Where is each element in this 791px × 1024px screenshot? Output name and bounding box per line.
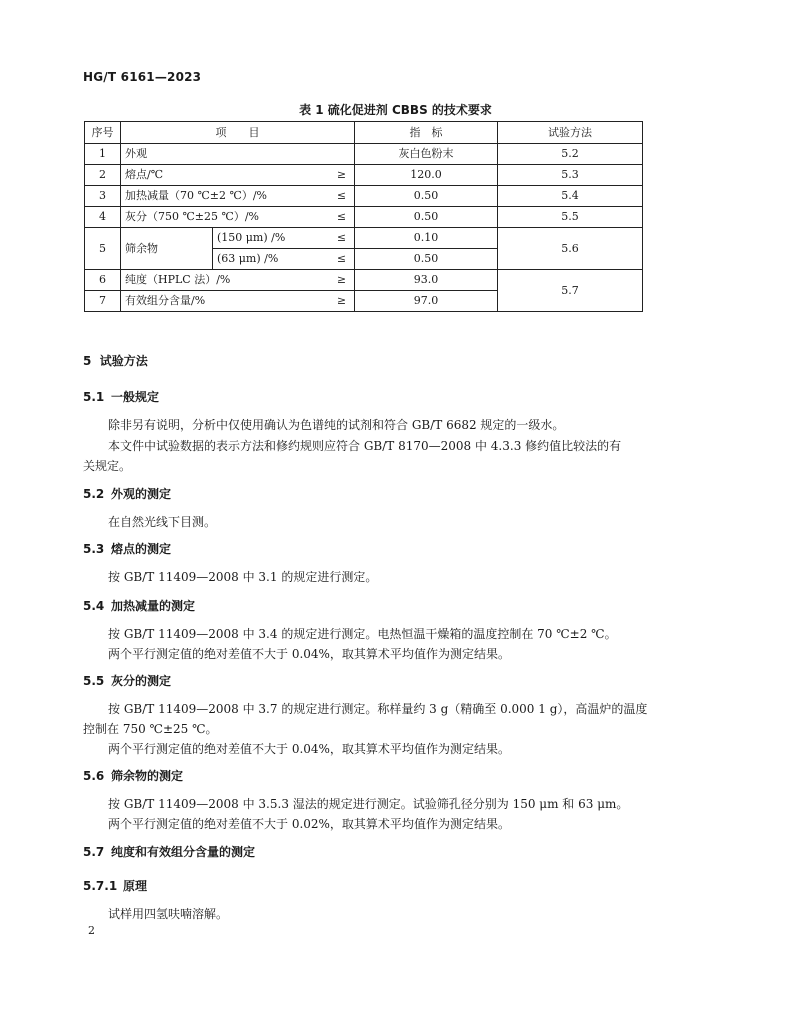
paragraph: 两个平行测定值的绝对差值不大于 0.04%，取其算术平均值作为测定结果。 (108, 742, 510, 756)
section-heading-5-3: 5.3 熔点的测定 (83, 542, 172, 556)
col-header-method: 试验方法 (498, 122, 643, 144)
table-row: 3 加热减量（70 ℃±2 ℃）/% ≤ 0.50 5.4 (85, 186, 643, 207)
table-row: 5 筛余物 (150 μm) /% ≤ 0.10 5.6 (85, 228, 643, 249)
section-heading-5: 5 试验方法 (83, 354, 148, 368)
table-header-row (85, 122, 643, 144)
col-header-no: 序号 (85, 122, 121, 144)
col-header-item: 项 目 (121, 122, 355, 144)
paragraph: 按 GB/T 11409—2008 中 3.1 的规定进行测定。 (108, 570, 378, 584)
table-row: (63 μm) /% ≤ 0.50 (85, 249, 643, 270)
paragraph: 除非另有说明，分析中仅使用确认为色谱纯的试剂和符合 GB/T 6682 规定的一级水。 (108, 418, 565, 432)
paragraph: 两个平行测定值的绝对差值不大于 0.04%，取其算术平均值作为测定结果。 (108, 647, 510, 661)
table-caption: 表 1 硫化促进剂 CBBS 的技术要求 (299, 103, 492, 117)
section-heading-5-2: 5.2 外观的测定 (83, 487, 172, 501)
section-heading-5-6: 5.6 筛余物的测定 (83, 769, 184, 783)
paragraph: 两个平行测定值的绝对差值不大于 0.02%，取其算术平均值作为测定结果。 (108, 817, 510, 831)
table-row: 6 纯度（HPLC 法）/% ≥ 93.0 5.7 (85, 270, 643, 291)
section-heading-5-4: 5.4 加热减量的测定 (83, 599, 196, 613)
col-header-value: 指 标 (355, 122, 498, 144)
table-row: 1 外观 灰白色粉末 5.2 (85, 144, 643, 165)
paragraph: 按 GB/T 11409—2008 中 3.4 的规定进行测定。电热恒温干燥箱的温度控制在 70 ℃±2 ℃。 (108, 627, 617, 641)
section-heading-5-7: 5.7 纯度和有效组分含量的测定 (83, 845, 256, 859)
table-row: 2 熔点/℃ ≥ 120.0 5.3 (85, 165, 643, 186)
paragraph: 试样用四氢呋喃溶解。 (108, 907, 229, 921)
paragraph: 关规定。 (83, 459, 132, 473)
section-heading-5-5: 5.5 灰分的测定 (83, 674, 172, 688)
paragraph: 本文件中试验数据的表示方法和修约规则应符合 GB/T 8170—2008 中 4.3.3 修约值比较法的有 (108, 439, 622, 453)
paragraph: 控制在 750 ℃±25 ℃。 (83, 722, 218, 736)
spec-table (84, 121, 643, 312)
section-heading-5-7-1: 5.7.1 原理 (83, 879, 148, 893)
standard-code: HG/T 6161—2023 (83, 70, 202, 84)
section-heading-5-1: 5.1 一般规定 (83, 390, 160, 404)
page-number: 2 (88, 924, 95, 937)
table-row: 4 灰分（750 ℃±25 ℃）/% ≤ 0.50 5.5 (85, 207, 643, 228)
paragraph: 在自然光线下目测。 (108, 515, 217, 529)
table-row: 7 有效组分含量/% ≥ 97.0 (85, 291, 643, 312)
paragraph: 按 GB/T 11409—2008 中 3.5.3 湿法的规定进行测定。试验筛孔径分别为 150 μm 和 63 μm。 (108, 797, 629, 811)
paragraph: 按 GB/T 11409—2008 中 3.7 的规定进行测定。称样量约 3 g（精确至 0.000 1 g），高温炉的温度 (108, 702, 648, 716)
